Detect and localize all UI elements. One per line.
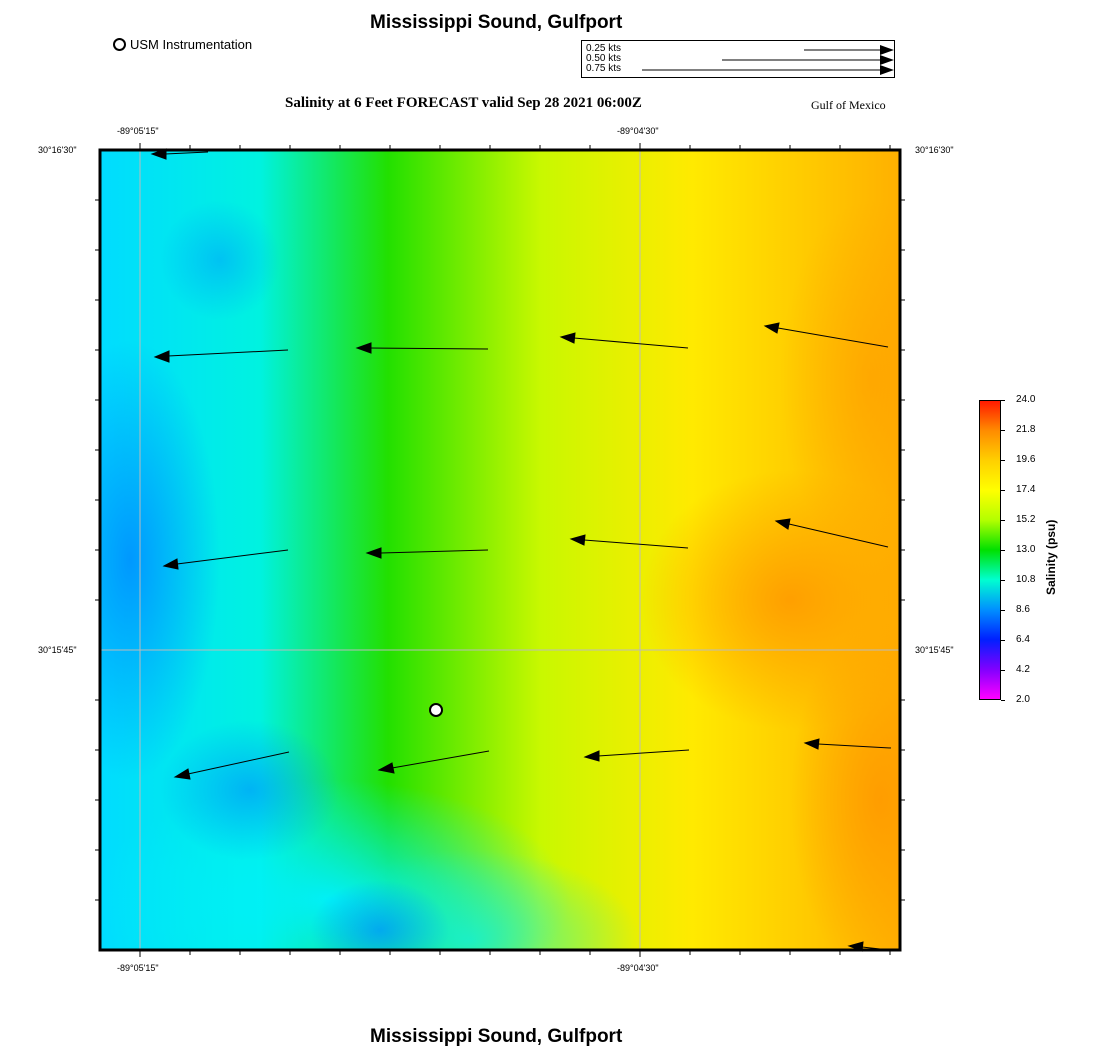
salinity-field	[40, 150, 970, 1030]
colorbar-tick-label: 13.0	[1016, 544, 1036, 555]
speed-key-label: 0.75 kts	[586, 63, 622, 74]
colorbar-tick-mark	[1001, 550, 1005, 551]
lat-tick-label: 30°16'30"	[38, 145, 77, 155]
colorbar-tick-label: 17.4	[1016, 484, 1036, 495]
colorbar-tick-mark	[1001, 400, 1005, 401]
lat-tick-label: 30°15'45"	[38, 645, 77, 655]
colorbar-tick-label: 10.8	[1016, 574, 1036, 585]
lat-tick-label: 30°15'45"	[915, 645, 954, 655]
colorbar-tick-label: 6.4	[1016, 634, 1030, 645]
colorbar-tick-label: 24.0	[1016, 394, 1036, 405]
colorbar-tick-label: 4.2	[1016, 664, 1030, 675]
colorbar-tick-label: 15.2	[1016, 514, 1036, 525]
speed-key-label: 0.50 kts	[586, 53, 622, 64]
lon-tick-label: -89°04'30"	[617, 963, 659, 973]
colorbar-tick-label: 19.6	[1016, 454, 1036, 465]
lon-tick-label: -89°04'30"	[617, 126, 659, 136]
map-title: Mississippi Sound, Gulfport	[370, 12, 623, 33]
colorbar-tick-mark	[1001, 430, 1005, 431]
colorbar-tick-label: 2.0	[1016, 694, 1030, 705]
colorbar-tick-mark	[1001, 520, 1005, 521]
speed-key-label: 0.25 kts	[586, 43, 622, 54]
colorbar-tick-mark	[1001, 580, 1005, 581]
colorbar-tick-mark	[1001, 490, 1005, 491]
colorbar-tick-label: 8.6	[1016, 604, 1030, 615]
map-subtitle: Salinity at 6 Feet FORECAST valid Sep 28 2021 06:00Z	[285, 95, 642, 111]
colorbar-tick-label: 21.8	[1016, 424, 1036, 435]
colorbar-label: Salinity (psu)	[1044, 519, 1058, 595]
footer-title: Mississippi Sound, Gulfport	[370, 1026, 623, 1047]
colorbar-tick-mark	[1001, 670, 1005, 671]
colorbar-tick-mark	[1001, 460, 1005, 461]
lon-tick-label: -89°05'15"	[117, 126, 159, 136]
lon-tick-label: -89°05'15"	[117, 963, 159, 973]
region-label: Gulf of Mexico	[811, 98, 886, 112]
colorbar-tick-mark	[1001, 610, 1005, 611]
station-legend-label: USM Instrumentation	[130, 37, 253, 52]
colorbar-tick-mark	[1001, 640, 1005, 641]
usm-station-marker[interactable]	[430, 704, 442, 716]
colorbar	[979, 400, 1001, 700]
colorbar-tick-mark	[1001, 700, 1005, 701]
lat-tick-label: 30°16'30"	[915, 145, 954, 155]
